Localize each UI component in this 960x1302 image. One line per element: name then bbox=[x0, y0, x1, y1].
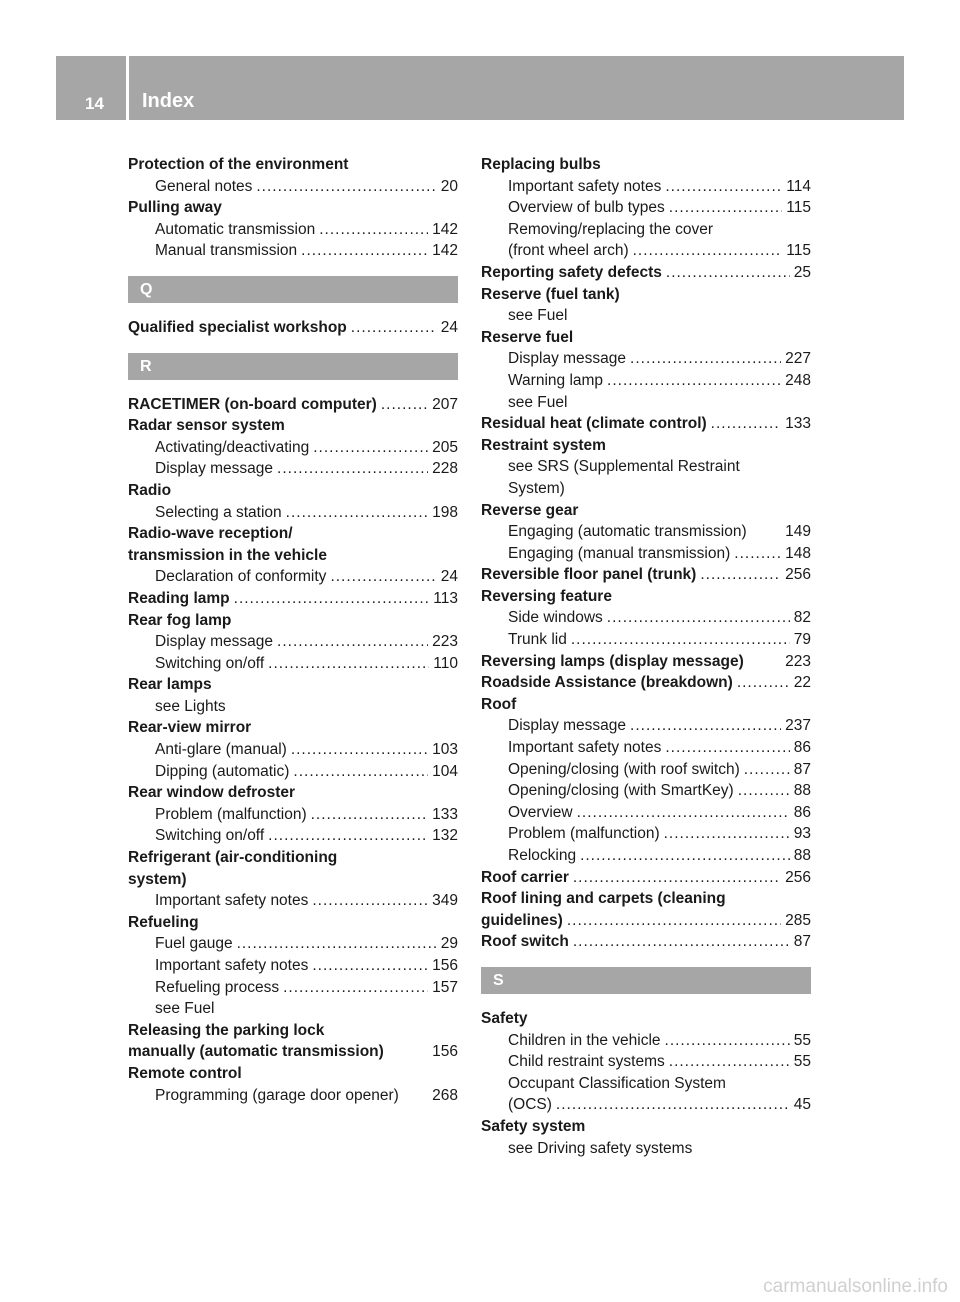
entry-text: Switching on/off bbox=[155, 827, 265, 845]
index-subentry bbox=[481, 715, 811, 737]
index-subentry bbox=[128, 825, 458, 847]
entry-text: see Fuel bbox=[508, 393, 568, 411]
dot-leader bbox=[630, 348, 781, 370]
entry-text: Protection of the environment bbox=[128, 156, 349, 173]
index-entry bbox=[128, 674, 458, 696]
index-subentry bbox=[481, 370, 811, 392]
entry-text: see Lights bbox=[155, 697, 226, 715]
page-ref: 29 bbox=[440, 935, 458, 953]
entry-text: Reversing feature bbox=[481, 587, 612, 605]
index-subentry bbox=[128, 566, 458, 588]
index-subentry bbox=[481, 629, 811, 651]
section-title: Index bbox=[142, 90, 195, 112]
dot-leader bbox=[277, 458, 428, 480]
entry-text: Restraint system bbox=[481, 436, 606, 454]
index-entry bbox=[128, 1063, 458, 1085]
index-entry bbox=[128, 610, 458, 632]
entry-text: Removing/replacing the cover bbox=[508, 220, 714, 238]
header-divider bbox=[126, 56, 129, 120]
entry-text: RACETIMER (on-board computer) bbox=[128, 395, 377, 413]
index-entry bbox=[481, 500, 811, 522]
entry-text: Switching on/off bbox=[155, 654, 265, 672]
watermark: carmanualsonline.info bbox=[763, 1276, 948, 1297]
index-subentry bbox=[128, 176, 458, 198]
index-entry bbox=[481, 154, 811, 176]
entry-text: Engaging (manual transmission) bbox=[508, 544, 731, 562]
index-entry bbox=[128, 717, 458, 739]
entry-text: Relocking bbox=[508, 847, 577, 864]
index-subentry bbox=[128, 739, 458, 761]
dot-leader bbox=[700, 564, 781, 586]
entry-text: Reversing lamps (display message) bbox=[481, 652, 744, 670]
entry-text: Reverse gear bbox=[481, 501, 579, 519]
page-ref: 349 bbox=[432, 892, 458, 910]
dot-leader bbox=[268, 825, 428, 847]
entry-text: Qualified specialist workshop bbox=[128, 318, 347, 336]
entry-text: manually (automatic transmission) bbox=[128, 1043, 384, 1061]
dot-leader bbox=[286, 502, 428, 524]
entry-text: Rear fog lamp bbox=[128, 611, 232, 629]
index-entry bbox=[481, 413, 811, 435]
dot-leader bbox=[234, 588, 430, 610]
index-entry bbox=[481, 327, 811, 349]
index-entry bbox=[128, 912, 458, 934]
dot-leader bbox=[666, 262, 790, 284]
page-ref: 93 bbox=[793, 825, 811, 843]
index-subentry bbox=[481, 1094, 811, 1116]
index-subentry bbox=[481, 1073, 811, 1095]
entry-text: Opening/closing (with SmartKey) bbox=[508, 782, 734, 800]
spacer bbox=[747, 521, 785, 543]
entry-text: Overview bbox=[508, 803, 573, 821]
page-ref: 256 bbox=[785, 868, 811, 886]
entry-text: Rear-view mirror bbox=[128, 719, 252, 737]
entry-text: Radio bbox=[128, 481, 172, 499]
page-number: 14 bbox=[85, 94, 104, 113]
index-subentry bbox=[481, 305, 811, 327]
page-ref: 24 bbox=[440, 568, 458, 586]
entry-text: Important safety notes bbox=[508, 177, 662, 195]
dot-leader bbox=[381, 394, 428, 416]
entry-text: Roof bbox=[481, 695, 517, 713]
entry-text: Releasing the parking lock bbox=[128, 1021, 325, 1039]
index-subentry bbox=[128, 998, 458, 1020]
entry-text: Residual heat (climate control) bbox=[481, 415, 707, 433]
index-subentry bbox=[128, 219, 458, 241]
index-subentry bbox=[481, 543, 811, 565]
dot-leader bbox=[744, 759, 790, 781]
page-ref: 110 bbox=[433, 654, 458, 672]
dot-leader bbox=[630, 715, 781, 737]
index-entry bbox=[481, 284, 811, 306]
page-ref: 82 bbox=[793, 609, 811, 627]
page-ref: 115 bbox=[786, 199, 811, 217]
index-subentry bbox=[128, 502, 458, 524]
page-ref: 133 bbox=[432, 805, 458, 823]
entry-text: Programming (garage door opener) bbox=[155, 1086, 399, 1104]
entry-text: Trunk lid bbox=[508, 631, 567, 649]
entry-text: Important safety notes bbox=[155, 892, 309, 910]
page-ref: 256 bbox=[785, 566, 811, 584]
entry-text: Remote control bbox=[128, 1064, 242, 1082]
dot-leader bbox=[283, 977, 428, 999]
dot-leader bbox=[665, 176, 782, 198]
index-entry bbox=[481, 1116, 811, 1138]
page-ref: 55 bbox=[793, 1031, 811, 1049]
index-entry bbox=[481, 931, 811, 953]
page-header bbox=[56, 56, 904, 120]
index-subentry bbox=[481, 219, 811, 241]
entry-text: Roof carrier bbox=[481, 868, 569, 886]
index-entry bbox=[481, 867, 811, 889]
index-subentry bbox=[481, 521, 811, 543]
entry-text: Replacing bulbs bbox=[481, 156, 601, 173]
index-entry bbox=[128, 545, 458, 567]
entry-text: Display message bbox=[508, 717, 627, 735]
entry-text: Rear window defroster bbox=[128, 784, 296, 802]
dot-leader bbox=[711, 413, 781, 435]
index-subentry bbox=[481, 348, 811, 370]
index-entry bbox=[481, 888, 811, 910]
dot-leader bbox=[669, 1051, 790, 1073]
entry-text: Safety system bbox=[481, 1117, 586, 1135]
entry-text: Opening/closing (with roof switch) bbox=[508, 760, 740, 778]
dot-leader bbox=[291, 739, 428, 761]
page-ref: 223 bbox=[432, 633, 458, 651]
entry-text: Important safety notes bbox=[155, 957, 309, 974]
entry-text: Automatic transmission bbox=[155, 220, 316, 238]
entry-text: Declaration of conformity bbox=[155, 568, 327, 586]
dot-leader bbox=[607, 370, 781, 392]
spacer bbox=[384, 1041, 432, 1063]
entry-text: transmission in the vehicle bbox=[128, 546, 327, 564]
index-entry bbox=[128, 1020, 458, 1042]
entry-text: Overview of bulb types bbox=[508, 199, 665, 217]
index-entry bbox=[128, 480, 458, 502]
entry-text: Selecting a station bbox=[155, 503, 282, 521]
index-entry bbox=[128, 782, 458, 804]
dot-leader bbox=[665, 1030, 790, 1052]
index-subentry bbox=[481, 1030, 811, 1052]
index-subentry bbox=[481, 737, 811, 759]
entry-text: Side windows bbox=[508, 609, 603, 627]
page-ref: 87 bbox=[793, 933, 811, 951]
index-subentry bbox=[481, 1051, 811, 1073]
dot-leader bbox=[669, 197, 782, 219]
entry-text: Problem (malfunction) bbox=[155, 805, 307, 823]
page-number-box bbox=[56, 56, 126, 120]
index-entry bbox=[481, 564, 811, 586]
dot-leader bbox=[737, 672, 790, 694]
dot-leader bbox=[734, 543, 781, 565]
page-ref: 285 bbox=[785, 911, 811, 929]
dot-leader bbox=[237, 933, 437, 955]
index-subentry bbox=[481, 802, 811, 824]
index-subentry bbox=[481, 176, 811, 198]
index-subentry bbox=[128, 933, 458, 955]
page-ref: 25 bbox=[793, 263, 811, 281]
entry-text: see Driving safety systems bbox=[508, 1139, 693, 1157]
dot-leader bbox=[577, 802, 790, 824]
entry-text: see Fuel bbox=[155, 1000, 215, 1018]
dot-leader bbox=[301, 240, 428, 262]
index-subentry bbox=[481, 780, 811, 802]
page-ref: 223 bbox=[785, 652, 811, 670]
page-ref: 55 bbox=[793, 1053, 811, 1071]
entry-text: Reporting safety defects bbox=[481, 263, 662, 281]
page-ref: 22 bbox=[793, 674, 811, 692]
entry-text: Display message bbox=[155, 633, 274, 651]
page-ref: 104 bbox=[432, 762, 458, 780]
dot-leader bbox=[738, 780, 790, 802]
entry-text: Reserve (fuel tank) bbox=[481, 285, 620, 303]
entry-text: (OCS) bbox=[508, 1096, 552, 1114]
index-subentry bbox=[128, 458, 458, 480]
entry-text: see SRS (Supplemental Restraint bbox=[508, 458, 740, 476]
page-ref: 79 bbox=[793, 631, 811, 649]
index-subentry bbox=[128, 696, 458, 718]
index-subentry bbox=[128, 890, 458, 912]
entry-text: Warning lamp bbox=[508, 371, 604, 389]
entry-text: see Fuel bbox=[508, 307, 568, 325]
entry-text: Important safety notes bbox=[508, 739, 662, 757]
entry-text: Engaging (automatic transmission) bbox=[508, 523, 747, 541]
dot-leader bbox=[573, 931, 790, 953]
entry-text: Roadside Assistance (breakdown) bbox=[481, 674, 733, 692]
index-entry bbox=[481, 910, 811, 932]
page-ref: 88 bbox=[793, 782, 811, 800]
entry-text: Display message bbox=[155, 460, 274, 478]
entry-text: System) bbox=[508, 479, 565, 497]
index-subentry bbox=[128, 653, 458, 675]
index-entry bbox=[481, 262, 811, 284]
page-ref: 156 bbox=[432, 1043, 458, 1061]
page-ref: 88 bbox=[793, 847, 811, 864]
page-ref: 198 bbox=[432, 503, 458, 521]
entry-text: Roof switch bbox=[481, 933, 569, 951]
page-ref: 20 bbox=[440, 177, 458, 195]
page-ref: 227 bbox=[785, 350, 811, 368]
index-subentry bbox=[481, 607, 811, 629]
index-subentry bbox=[481, 823, 811, 845]
index-entry bbox=[128, 415, 458, 437]
dot-leader bbox=[312, 890, 428, 912]
dot-leader bbox=[277, 631, 428, 653]
dot-leader bbox=[665, 737, 789, 759]
page-ref: 156 bbox=[432, 957, 458, 974]
entry-text: Roof lining and carpets (cleaning bbox=[481, 890, 726, 908]
index-subentry bbox=[128, 631, 458, 653]
page-ref: 142 bbox=[432, 242, 458, 260]
entry-text: Occupant Classification System bbox=[508, 1074, 726, 1092]
index-subentry bbox=[128, 240, 458, 262]
page-ref: 86 bbox=[793, 803, 811, 821]
entry-text: Pulling away bbox=[128, 199, 222, 217]
page-ref: 205 bbox=[432, 438, 458, 456]
page-ref: 114 bbox=[786, 177, 811, 195]
page-ref: 115 bbox=[786, 242, 811, 260]
index-entry bbox=[128, 154, 458, 176]
index-entry bbox=[481, 435, 811, 457]
letter-heading: S bbox=[481, 967, 811, 994]
index-subentry bbox=[128, 761, 458, 783]
index-entry bbox=[128, 523, 458, 545]
page-ref: 113 bbox=[433, 589, 458, 607]
index-entry bbox=[481, 672, 811, 694]
entry-text: Dipping (automatic) bbox=[155, 762, 290, 780]
index-entry bbox=[481, 586, 811, 608]
entry-text: Safety bbox=[481, 1009, 528, 1027]
page-ref: 103 bbox=[432, 741, 458, 759]
dot-leader bbox=[580, 845, 790, 867]
index-subentry bbox=[128, 437, 458, 459]
index-entry bbox=[128, 847, 458, 869]
entry-text: system) bbox=[128, 870, 187, 888]
index-subentry bbox=[481, 845, 811, 867]
letter-heading: R bbox=[128, 353, 458, 380]
page-ref: 24 bbox=[440, 318, 458, 336]
index-entry bbox=[128, 869, 458, 891]
index-column-right bbox=[481, 154, 811, 1159]
dot-leader bbox=[330, 566, 436, 588]
entry-text: Radar sensor system bbox=[128, 417, 285, 435]
index-entry bbox=[128, 588, 458, 610]
entry-text: Anti-glare (manual) bbox=[155, 741, 287, 759]
index-entry bbox=[481, 1008, 811, 1030]
index-subentry bbox=[128, 1085, 458, 1107]
page-ref: 248 bbox=[785, 371, 811, 389]
entry-text: Problem (malfunction) bbox=[508, 825, 660, 843]
index-entry bbox=[128, 1041, 458, 1063]
page-ref: 45 bbox=[793, 1096, 811, 1114]
entry-text: Fuel gauge bbox=[155, 935, 233, 953]
index-entry bbox=[481, 694, 811, 716]
dot-leader bbox=[293, 761, 428, 783]
dot-leader bbox=[256, 176, 436, 198]
entry-text: Reversible floor panel (trunk) bbox=[481, 566, 697, 584]
index-subentry bbox=[128, 804, 458, 826]
page-ref: 87 bbox=[793, 760, 811, 778]
dot-leader bbox=[571, 629, 790, 651]
entry-text: Manual transmission bbox=[155, 242, 298, 260]
dot-leader bbox=[556, 1094, 790, 1116]
page-ref: 148 bbox=[785, 544, 811, 562]
entry-text: Reserve fuel bbox=[481, 328, 574, 346]
index-entry bbox=[481, 651, 811, 673]
page-ref: 228 bbox=[432, 460, 458, 478]
index-entry bbox=[128, 317, 458, 339]
entry-text: guidelines) bbox=[481, 911, 563, 929]
index-column-left bbox=[128, 154, 458, 1106]
page-ref: 207 bbox=[432, 395, 458, 413]
entry-text: Activating/deactivating bbox=[155, 438, 310, 456]
index-subentry bbox=[481, 392, 811, 414]
index-subentry bbox=[481, 759, 811, 781]
entry-text: Refueling process bbox=[155, 978, 280, 996]
page-ref: 132 bbox=[432, 827, 458, 845]
entry-text: (front wheel arch) bbox=[508, 242, 629, 260]
page-ref: 142 bbox=[432, 220, 458, 238]
entry-text: Display message bbox=[508, 350, 627, 368]
spacer bbox=[399, 1085, 432, 1107]
entry-text: General notes bbox=[155, 177, 253, 195]
entry-text: Rear lamps bbox=[128, 676, 212, 694]
index-subentry bbox=[128, 955, 458, 977]
dot-leader bbox=[351, 317, 437, 339]
entry-text: Refueling bbox=[128, 913, 199, 931]
dot-leader bbox=[573, 867, 781, 889]
page-ref: 86 bbox=[793, 739, 811, 757]
index-subentry bbox=[481, 197, 811, 219]
dot-leader bbox=[567, 910, 781, 932]
entry-text: Refrigerant (air-conditioning bbox=[128, 849, 338, 867]
entry-text: Children in the vehicle bbox=[508, 1031, 661, 1049]
entry-text: Radio-wave reception/ bbox=[128, 525, 293, 543]
index-entry bbox=[128, 197, 458, 219]
index-subentry bbox=[481, 478, 811, 500]
index-subentry bbox=[128, 977, 458, 999]
page-ref: 268 bbox=[432, 1086, 458, 1104]
entry-text: Reading lamp bbox=[128, 589, 230, 607]
dot-leader bbox=[664, 823, 790, 845]
dot-leader bbox=[268, 653, 429, 675]
dot-leader bbox=[319, 219, 428, 241]
index-subentry bbox=[481, 456, 811, 478]
dot-leader bbox=[313, 437, 428, 459]
entry-text: Child restraint systems bbox=[508, 1053, 665, 1071]
letter-heading: Q bbox=[128, 276, 458, 303]
dot-leader bbox=[607, 607, 790, 629]
page-ref: 237 bbox=[785, 717, 811, 735]
dot-leader bbox=[312, 955, 428, 977]
dot-leader bbox=[311, 804, 429, 826]
index-subentry bbox=[481, 1138, 811, 1160]
page-ref: 133 bbox=[785, 415, 811, 433]
dot-leader bbox=[633, 240, 783, 262]
index-entry bbox=[128, 394, 458, 416]
index-subentry bbox=[481, 240, 811, 262]
page-ref: 157 bbox=[432, 978, 458, 996]
page-ref: 149 bbox=[785, 523, 811, 541]
spacer bbox=[744, 651, 785, 673]
